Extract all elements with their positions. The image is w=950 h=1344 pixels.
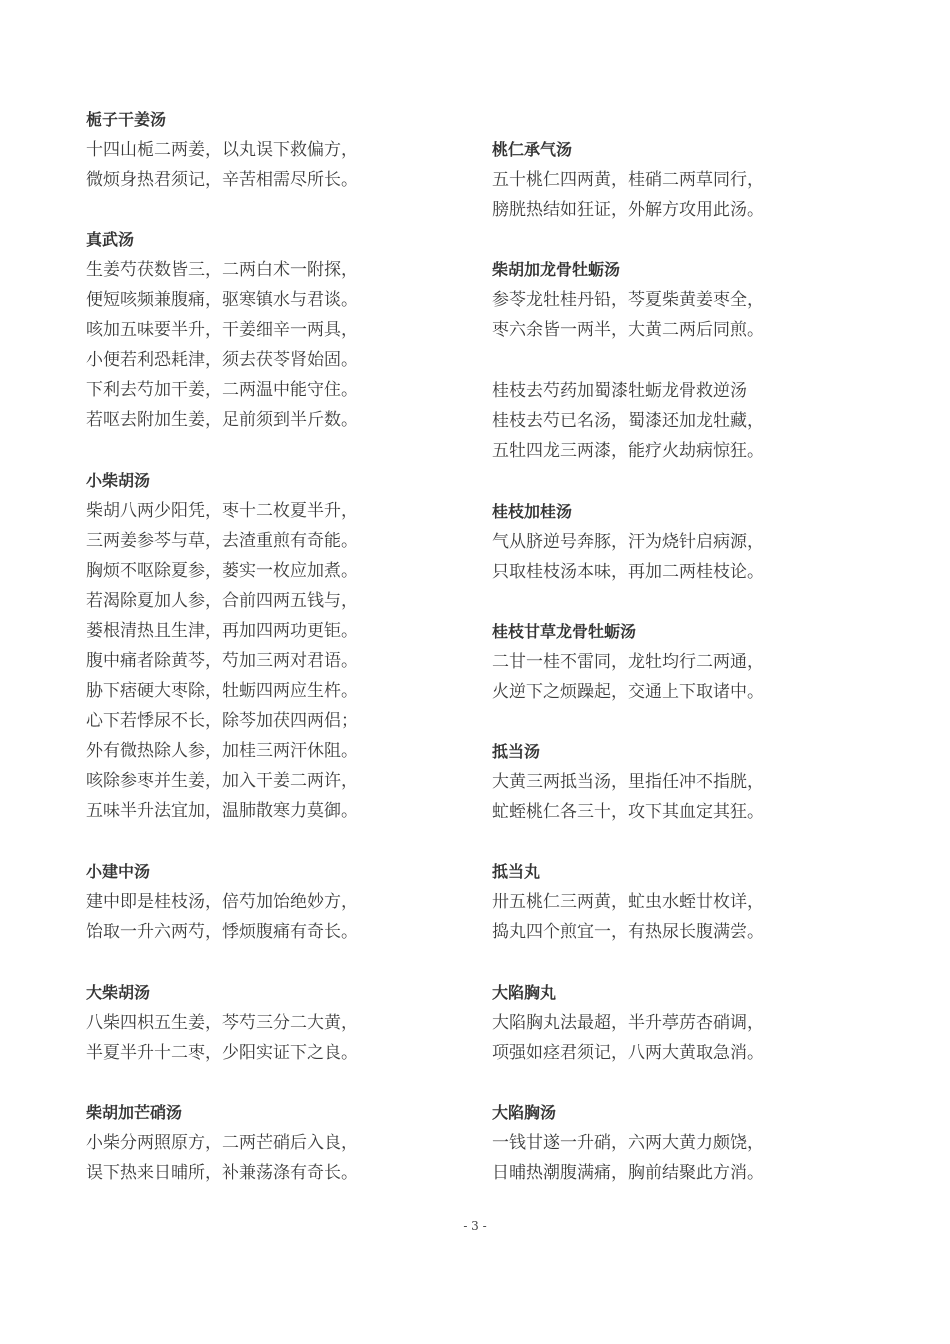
right-formula-8 bbox=[492, 978, 764, 1068]
verse-line: 大黄三两抵当汤，里指任冲不指胱， bbox=[492, 772, 764, 792]
formula-title: 桃仁承气汤 bbox=[492, 140, 573, 159]
verse-line: 微烦身热君须记，辛苦相需尽所长。 bbox=[86, 170, 358, 190]
verse-line: 只取桂枝汤本味，再加二两桂枝论。 bbox=[492, 562, 764, 582]
right-formula-6 bbox=[492, 737, 764, 827]
verse-line: 建中即是桂枝汤，倍芍加饴绝妙方， bbox=[86, 892, 358, 912]
verse-line: 枣六余皆一两半，大黄二两后同煎。 bbox=[492, 320, 764, 340]
verse-line: 桂枝去芍药加蜀漆牡蛎龙骨救逆汤 bbox=[492, 381, 747, 401]
verse-line: 小柴分两照原方，二两芒硝后入良， bbox=[86, 1133, 358, 1153]
verse-line: 大陷胸丸法最超，半升葶苈杏硝调， bbox=[492, 1013, 764, 1033]
verse-line: 小便若利恐耗津，须去茯苓肾始固。 bbox=[86, 350, 358, 370]
formula-title: 桂枝加桂汤 bbox=[492, 502, 573, 521]
verse-line: 捣丸四个煎宜一，有热尿长腹满尝。 bbox=[492, 922, 764, 942]
verse-line: 胸烦不呕除夏参，蒌实一枚应加煮。 bbox=[86, 561, 358, 581]
verse-line: 一钱甘遂一升硝，六两大黄力颇饶， bbox=[492, 1133, 764, 1153]
verse-line: 十四山栀二两姜，以丸误下救偏方， bbox=[86, 140, 358, 160]
right-formula-5 bbox=[492, 617, 764, 707]
verse-line: 日晡热潮腹满痛，胸前结聚此方消。 bbox=[492, 1163, 764, 1183]
verse-line: 膀胱热结如狂证，外解方攻用此汤。 bbox=[492, 200, 764, 220]
verse-line: 虻蛭桃仁各三十，攻下其血定其狂。 bbox=[492, 802, 764, 822]
verse-line: 卅五桃仁三两黄，虻虫水蛭廿枚详， bbox=[492, 892, 764, 912]
formula-title: 柴胡加芒硝汤 bbox=[86, 1103, 183, 1122]
verse-line: 五牡四龙三两漆，能疗火劫病惊狂。 bbox=[492, 441, 764, 461]
right-formula-2 bbox=[492, 255, 764, 345]
verse-line: 若呕去附加生姜，足前须到半斤数。 bbox=[86, 410, 358, 430]
formula-title: 小柴胡汤 bbox=[86, 471, 151, 490]
verse-line: 三两姜参芩与草，去渣重煎有奇能。 bbox=[86, 531, 358, 551]
verse-line: 外有微热除人参，加桂三两汗休阻。 bbox=[86, 741, 358, 761]
right-formula-4 bbox=[492, 497, 764, 587]
left-formula-6 bbox=[86, 1098, 358, 1188]
formula-title: 桂枝甘草龙骨牡蛎汤 bbox=[492, 622, 637, 641]
verse-line: 咳加五味要半升，干姜细辛一两具， bbox=[86, 320, 358, 340]
verse-line: 项强如痉君须记，八两大黄取急消。 bbox=[492, 1043, 764, 1063]
verse-line: 误下热来日晡所，补兼荡涤有奇长。 bbox=[86, 1163, 358, 1183]
verse-line: 咳除参枣并生姜，加入干姜二两许， bbox=[86, 771, 358, 791]
formula-title: 栀子干姜汤 bbox=[86, 110, 167, 129]
left-formula-2 bbox=[86, 225, 358, 435]
verse-line: 二甘一桂不雷同，龙牡均行二两通， bbox=[492, 652, 764, 672]
verse-line: 八柴四枳五生姜，芩芍三分二大黄， bbox=[86, 1013, 358, 1033]
formula-title: 真武汤 bbox=[86, 230, 135, 249]
formula-title: 小建中汤 bbox=[86, 862, 151, 881]
left-formula-5 bbox=[86, 978, 358, 1068]
left-formula-3 bbox=[86, 466, 358, 826]
page-number: - 3 - bbox=[463, 1219, 487, 1233]
formula-title: 大柴胡汤 bbox=[86, 983, 151, 1002]
formula-title: 抵当丸 bbox=[492, 862, 541, 881]
verse-line: 下利去芍加干姜，二两温中能守住。 bbox=[86, 380, 358, 400]
verse-line: 心下若悸尿不长，除芩加茯四两侣； bbox=[86, 711, 358, 731]
formula-title: 抵当汤 bbox=[492, 742, 541, 761]
formula-title: 柴胡加龙骨牡蛎汤 bbox=[492, 260, 621, 279]
right-formula-3 bbox=[492, 376, 764, 466]
verse-line: 半夏半升十二枣，少阳实证下之良。 bbox=[86, 1043, 358, 1063]
left-formula-4 bbox=[86, 857, 358, 947]
verse-line: 参苓龙牡桂丹铅，芩夏柴黄姜枣全， bbox=[492, 290, 764, 310]
formula-title: 大陷胸汤 bbox=[492, 1103, 557, 1122]
verse-line: 五味半升法宜加，温肺散寒力莫御。 bbox=[86, 801, 358, 821]
verse-line: 五十桃仁四两黄，桂硝二两草同行， bbox=[492, 170, 764, 190]
right-formula-1 bbox=[492, 135, 764, 225]
verse-line: 气从脐逆号奔豚，汗为烧针启病源， bbox=[492, 532, 764, 552]
right-formula-9 bbox=[492, 1098, 764, 1188]
right-formula-7 bbox=[492, 857, 764, 947]
verse-line: 蒌根清热且生津，再加四两功更钜。 bbox=[86, 621, 358, 641]
verse-line: 桂枝去芍已名汤，蜀漆还加龙牡藏， bbox=[492, 411, 764, 431]
verse-line: 便短咳频兼腹痛，驱寒镇水与君谈。 bbox=[86, 290, 358, 310]
verse-line: 火逆下之烦躁起，交通上下取诸中。 bbox=[492, 682, 764, 702]
verse-line: 胁下痞硬大枣除，牡蛎四两应生杵。 bbox=[86, 681, 358, 701]
left-formula-1 bbox=[86, 105, 358, 195]
verse-line: 生姜芍茯数皆三，二两白术一附探， bbox=[86, 260, 358, 280]
verse-line: 柴胡八两少阳凭，枣十二枚夏半升， bbox=[86, 501, 358, 521]
verse-line: 腹中痛者除黄芩，芍加三两对君语。 bbox=[86, 651, 358, 671]
verse-line: 饴取一升六两芍，悸烦腹痛有奇长。 bbox=[86, 922, 358, 942]
formula-title: 大陷胸丸 bbox=[492, 983, 557, 1002]
verse-line: 若渴除夏加人参，合前四两五钱与， bbox=[86, 591, 358, 611]
